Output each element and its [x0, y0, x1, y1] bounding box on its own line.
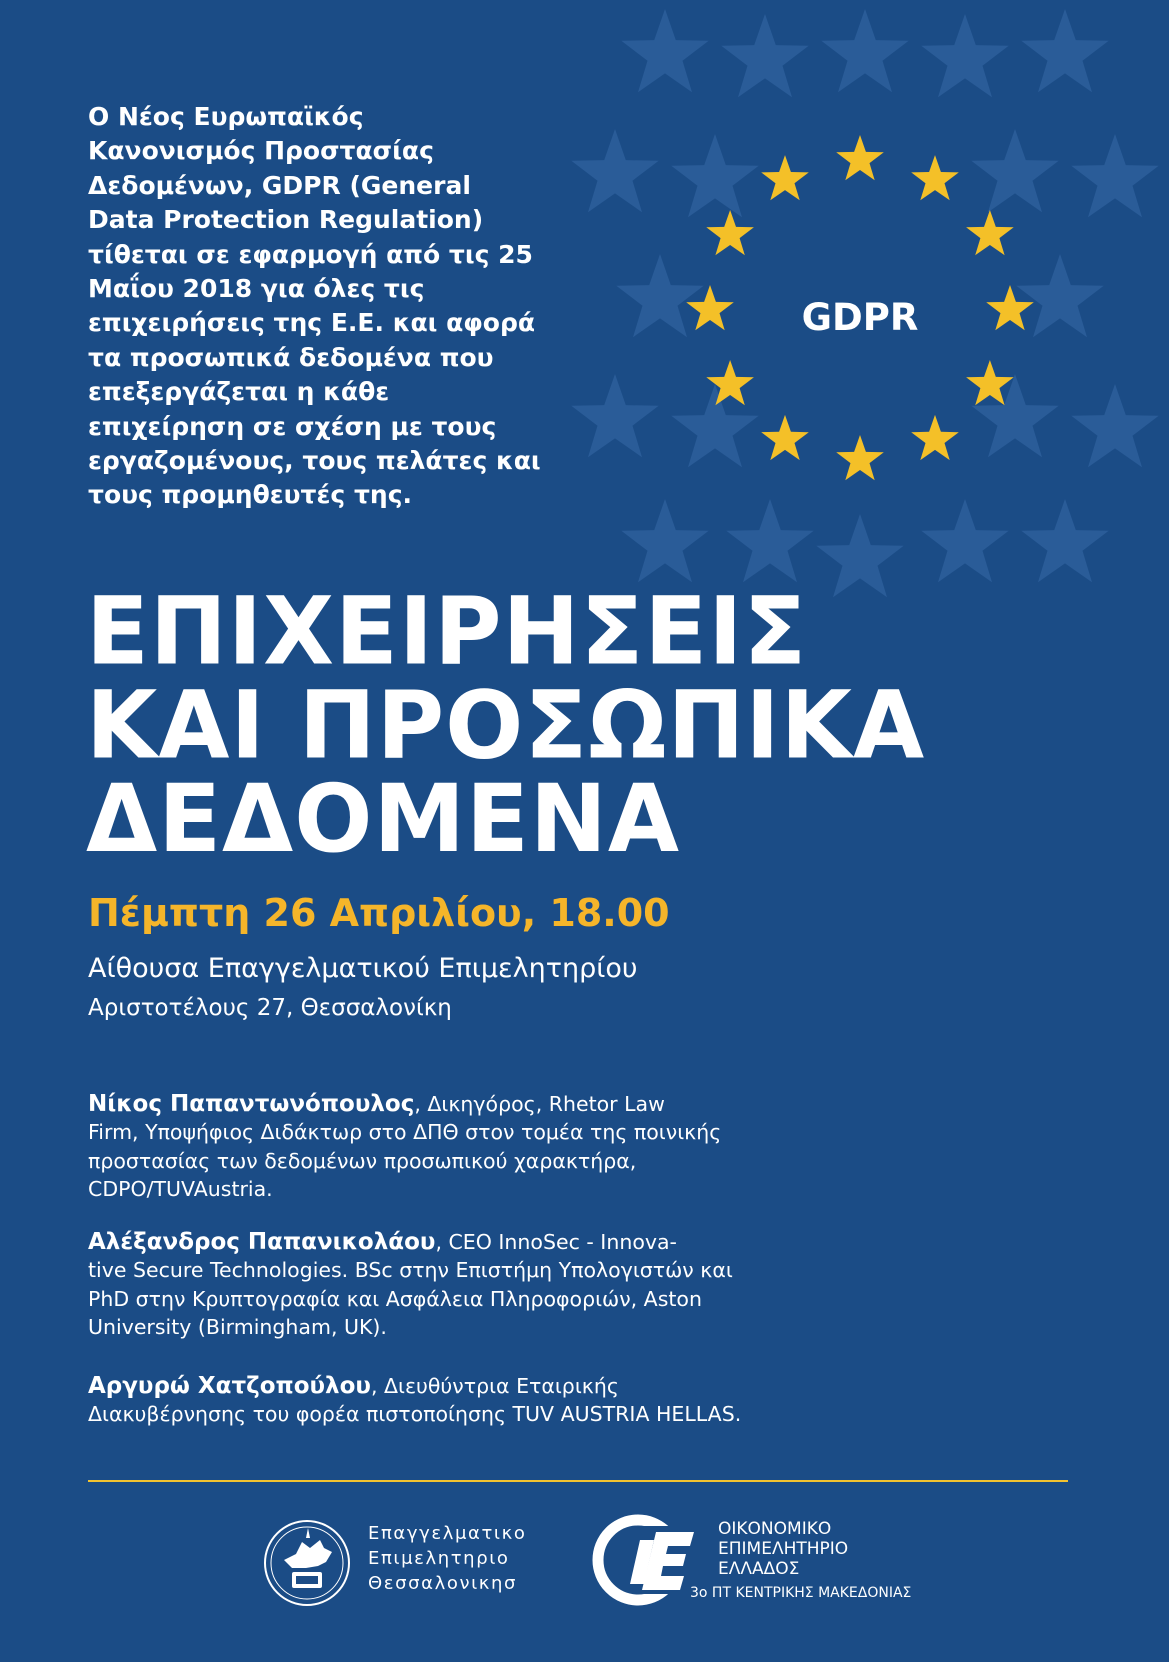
intro-line: τους προμηθευτές της. — [88, 480, 413, 510]
background-star-icon — [921, 14, 1008, 97]
speaker-bio-line: tive Secure Technologies. BSc στην Επιστήμη Υπολογιστών και — [88, 1258, 733, 1283]
speaker-bio-line: PhD στην Κρυπτογραφία και Ασφάλεια Πληροφοριών, Aston — [88, 1286, 702, 1311]
intro-line: Κανονισμός Προστασίας — [88, 136, 434, 166]
speaker-bio-line: Firm, Υποψήφιος Διδάκτωρ στο ΔΠΘ στον τομέα της ποινικής — [88, 1120, 722, 1145]
background-star-icon — [621, 9, 708, 92]
speaker-entry — [88, 1372, 768, 1429]
background-star-icon — [921, 499, 1008, 582]
background-star-icon — [621, 499, 708, 582]
main-title — [86, 576, 926, 874]
chamber-name-line: Επιμελητηριο — [368, 1548, 510, 1569]
background-star-icon — [571, 129, 658, 212]
speaker-bio-line: University (Birmingham, UK). — [88, 1315, 387, 1340]
chamber-name — [368, 1521, 526, 1596]
speaker-bio-line: CDPO/TUVAustria. — [88, 1177, 273, 1202]
background-star-icon — [726, 499, 813, 582]
gold-star-icon — [836, 435, 884, 480]
gdpr-badge-label: GDPR — [801, 296, 919, 339]
oee-monogram-icon — [590, 1510, 708, 1620]
speaker-name: Αλέξανδρος Παπανικολάου — [88, 1229, 436, 1255]
intro-line: επεξεργάζεται η κάθε — [88, 377, 390, 407]
title-line: ΕΠΙΧΕΙΡΗΣΕΙΣ — [86, 576, 808, 686]
speaker-bio-line: προστασίας των δεδομένων προσωπικού χαρακτήρα, — [88, 1148, 637, 1173]
gold-star-icon — [836, 135, 884, 180]
intro-line: επιχείρηση σε σχέση με τους — [88, 411, 497, 441]
event-date-time: Πέμπτη 26 Απριλίου, 18.00 — [88, 891, 670, 935]
saint-demetrios-seal-icon — [262, 1518, 352, 1608]
title-line: ΔΕΔΟΜΕΝΑ — [86, 764, 681, 874]
background-star-icon — [1071, 384, 1158, 467]
title-line: ΚΑΙ ΠΡΟΣΩΠΙΚΑ — [86, 670, 926, 780]
gold-star-icon — [686, 285, 734, 330]
gold-star-icon — [761, 155, 809, 200]
chamber-name-line: Θεσσαλονικησ — [368, 1573, 518, 1594]
gold-star-icon — [966, 210, 1014, 255]
intro-line: Μαΐου 2018 για όλες τις — [88, 274, 425, 304]
background-star-icon — [1021, 499, 1108, 582]
footer-divider — [88, 1480, 1068, 1482]
background-star-icon — [1071, 134, 1158, 217]
intro-line: τίθεται σε εφαρμογή από τις 25 — [88, 239, 533, 269]
background-star-icon — [821, 9, 908, 92]
speaker-role: , Δικηγόρος, Rhetor Law — [414, 1092, 665, 1116]
gold-star-icon — [761, 415, 809, 460]
speaker-entry — [88, 1090, 768, 1204]
speaker-name: Αργυρώ Χατζοπούλου — [88, 1373, 371, 1399]
intro-line: εργαζομένους, τους πελάτες και — [88, 446, 541, 476]
speaker-role: , CEO InnoSec - Innova- — [435, 1230, 677, 1254]
gold-star-icon — [911, 155, 959, 200]
gold-star-icon — [706, 210, 754, 255]
background-star-icon — [721, 14, 808, 97]
oee-name-line: ΕΛΛΑΔΟΣ — [718, 1559, 800, 1579]
speaker-bio-line: Διακυβέρνησης του φορέα πιστοποίησης TUV AUSTRIA HELLAS. — [88, 1402, 742, 1427]
event-address: Αριστοτέλους 27, Θεσσαλονίκη — [88, 995, 452, 1021]
background-star-icon — [571, 374, 658, 457]
intro-line: τα προσωπικά δεδομένα που — [88, 342, 494, 372]
gold-star-icon — [986, 285, 1034, 330]
speaker-role: , Διευθύντρια Εταιρικής — [370, 1374, 619, 1398]
chamber-name-line: Επαγγελματικο — [368, 1523, 527, 1544]
oee-name-line: ΟΙΚΟΝΟΜΙΚΟ — [718, 1519, 832, 1539]
intro-paragraph — [88, 100, 541, 513]
oee-name-line: ΕΠΙΜΕΛΗΤΗΡΙΟ — [718, 1539, 849, 1559]
speaker-name: Νίκος Παπαντωνόπουλος — [88, 1091, 415, 1117]
gold-star-icon — [706, 360, 754, 405]
intro-line: Ο Νέος Ευρωπαϊκός — [88, 102, 364, 131]
intro-line: Δεδομένων, GDPR (General — [88, 170, 471, 200]
oee-branch: 3ο ΠΤ ΚΕΝΤΡΙΚΗΣ ΜΑΚΕΔΟΝΙΑΣ — [690, 1585, 912, 1601]
gold-star-icon — [911, 415, 959, 460]
intro-line: επιχειρήσεις της Ε.Ε. και αφορά — [88, 308, 536, 338]
background-star-icon — [1021, 9, 1108, 92]
speaker-entry — [88, 1228, 768, 1342]
event-venue: Αίθουσα Επαγγελματικού Επιμελητηρίου — [88, 953, 638, 984]
gold-star-icon — [966, 360, 1014, 405]
oee-name — [718, 1519, 848, 1579]
intro-line: Data Protection Regulation) — [88, 205, 484, 235]
